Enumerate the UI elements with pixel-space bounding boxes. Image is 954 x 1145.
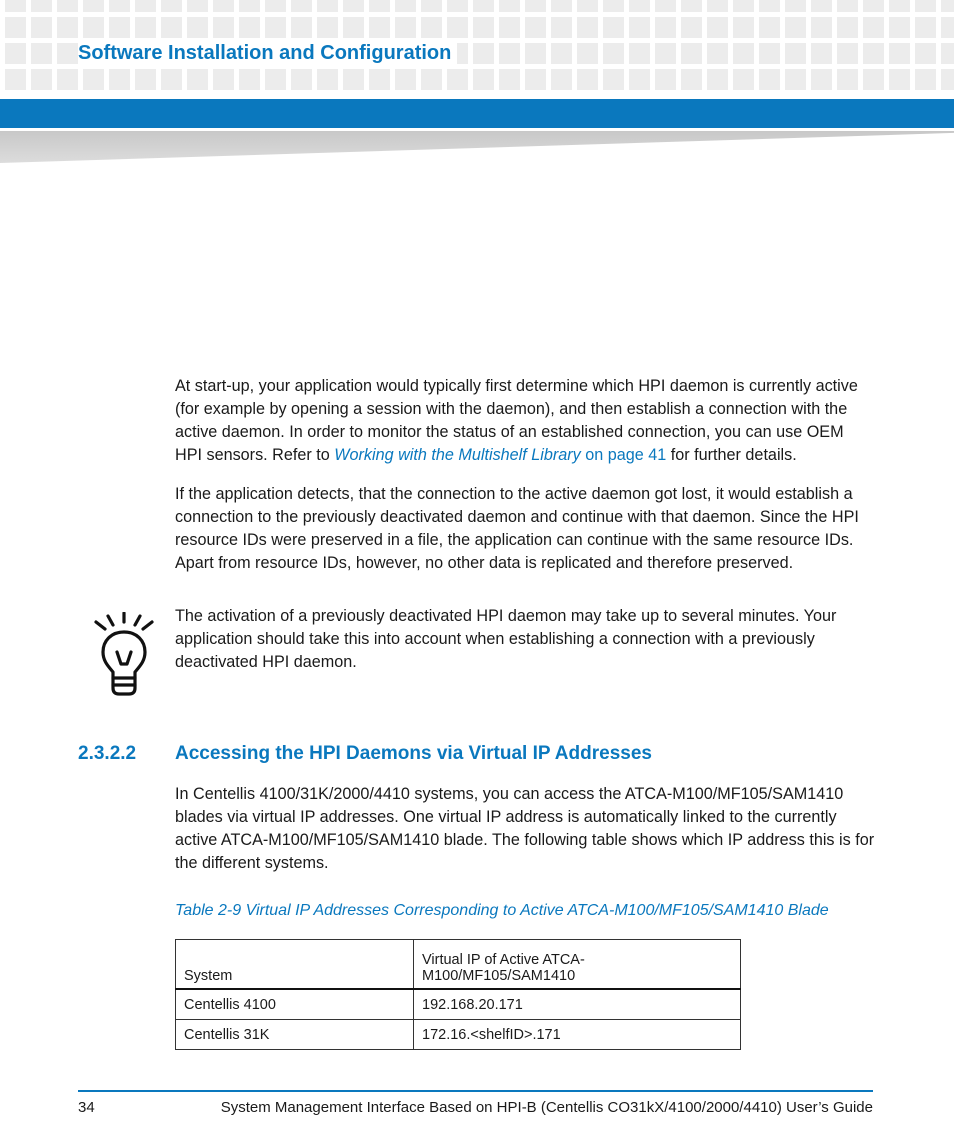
section-number: 2.3.2.2 — [78, 743, 137, 764]
header-virtual-ip: Virtual IP of Active ATCA-M100/MF105/SAM1410 — [414, 940, 741, 990]
note-text: The activation of a previously deactivated HPI daemon may take up to several minutes. Your application should take this into account when establishing a connection with a previously deactivated HPI daemon. — [175, 607, 837, 671]
link-page: on page 41 — [580, 446, 667, 464]
table-header-row — [176, 940, 741, 990]
cell-system: Centellis 31K — [176, 1020, 414, 1050]
footer-rule — [78, 1090, 873, 1092]
paragraph-startup-text: At start-up, your application would typically first determine which HPI daemon is currently active (for example by opening a session with the daemon), and then establish a connection with the active daemon. In order to monitor the status of an established connection, you can use OEM HPI sensors. Refer to — [175, 377, 858, 464]
paragraph-startup — [175, 375, 875, 467]
lightbulb-icon — [92, 612, 156, 698]
cell-system: Centellis 4100 — [176, 989, 414, 1020]
paragraph-connection-lost: If the application detects, that the connection to the active daemon got lost, it would establish a connection to the previously deactivated daemon and continue with that daemon. Since the HPI resource IDs were preserved in a file, the application can continue with the same resource IDs. Apart from resource IDs, however, no other data is replicated and therefore preserved. — [175, 485, 859, 572]
header-system: System — [176, 940, 414, 990]
table-row — [176, 989, 741, 1020]
paragraph-virtual-ip: In Centellis 4100/31K/2000/4410 systems, you can access the ATCA-M100/MF105/SAM1410 blades via virtual IP addresses. One virtual IP address is automatically linked to the currently active ATCA-M100/MF105/SAM1410 blade. The following table shows which IP address this is for the different systems. — [175, 785, 875, 872]
section-title: Accessing the HPI Daemons via Virtual IP Addresses — [175, 743, 652, 764]
header-blue-band — [0, 99, 954, 128]
cell-ip: 172.16.<shelfID>.171 — [414, 1020, 741, 1050]
header-grey-wedge — [0, 131, 954, 163]
table-caption: Table 2-9 Virtual IP Addresses Corresponding to Active ATCA-M100/MF105/SAM1410 Blade — [175, 902, 829, 919]
chapter-title: Software Installation and Configuration — [78, 40, 457, 67]
table-row — [176, 1020, 741, 1050]
link-title: Working with the Multishelf Library — [334, 446, 581, 464]
cell-ip: 192.168.20.171 — [414, 989, 741, 1020]
page-number: 34 — [78, 1099, 95, 1116]
multishelf-library-link[interactable] — [334, 446, 666, 464]
paragraph-startup-end: for further details. — [666, 446, 797, 464]
footer-doc-title: System Management Interface Based on HPI-B (Centellis CO31kX/4100/2000/4410) User’s Guide — [220, 1099, 873, 1116]
virtual-ip-table — [175, 939, 741, 1050]
